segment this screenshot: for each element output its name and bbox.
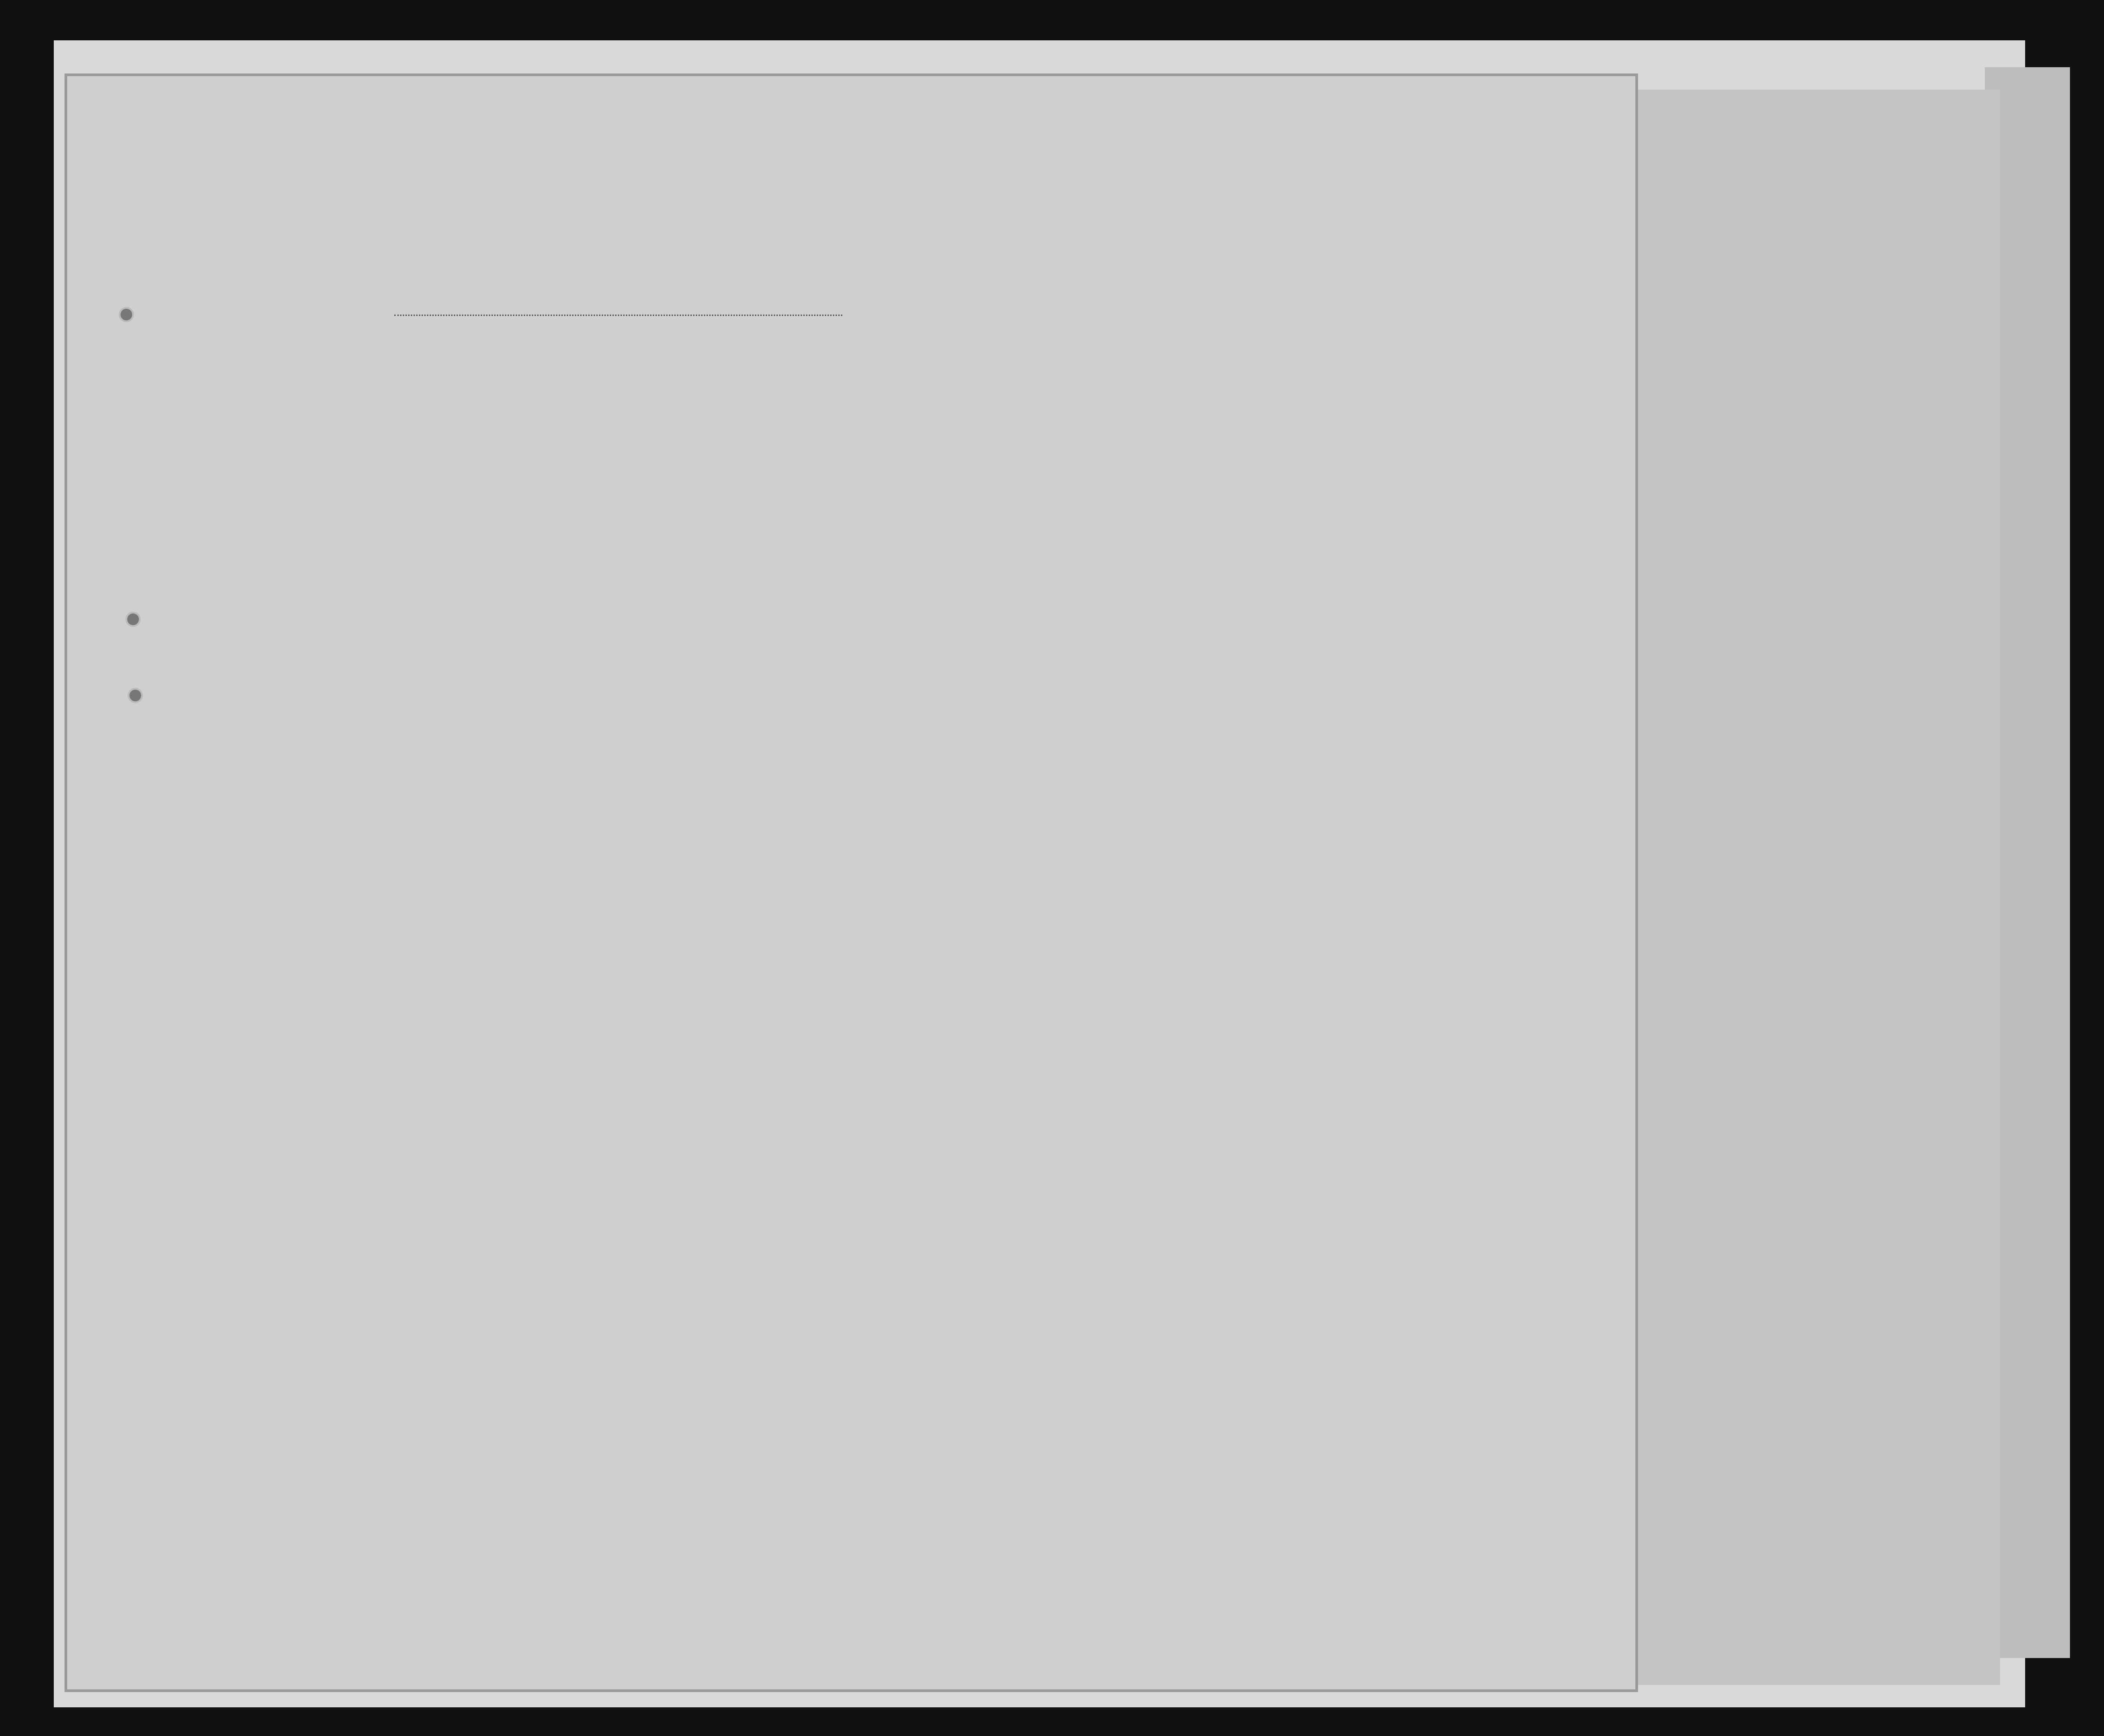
binder-hole [119, 307, 134, 322]
binder-hole [128, 688, 143, 703]
manifest-table [157, 336, 1841, 1546]
port-line [394, 315, 842, 317]
table-rows [157, 336, 1841, 1546]
binder-hole [125, 612, 141, 627]
